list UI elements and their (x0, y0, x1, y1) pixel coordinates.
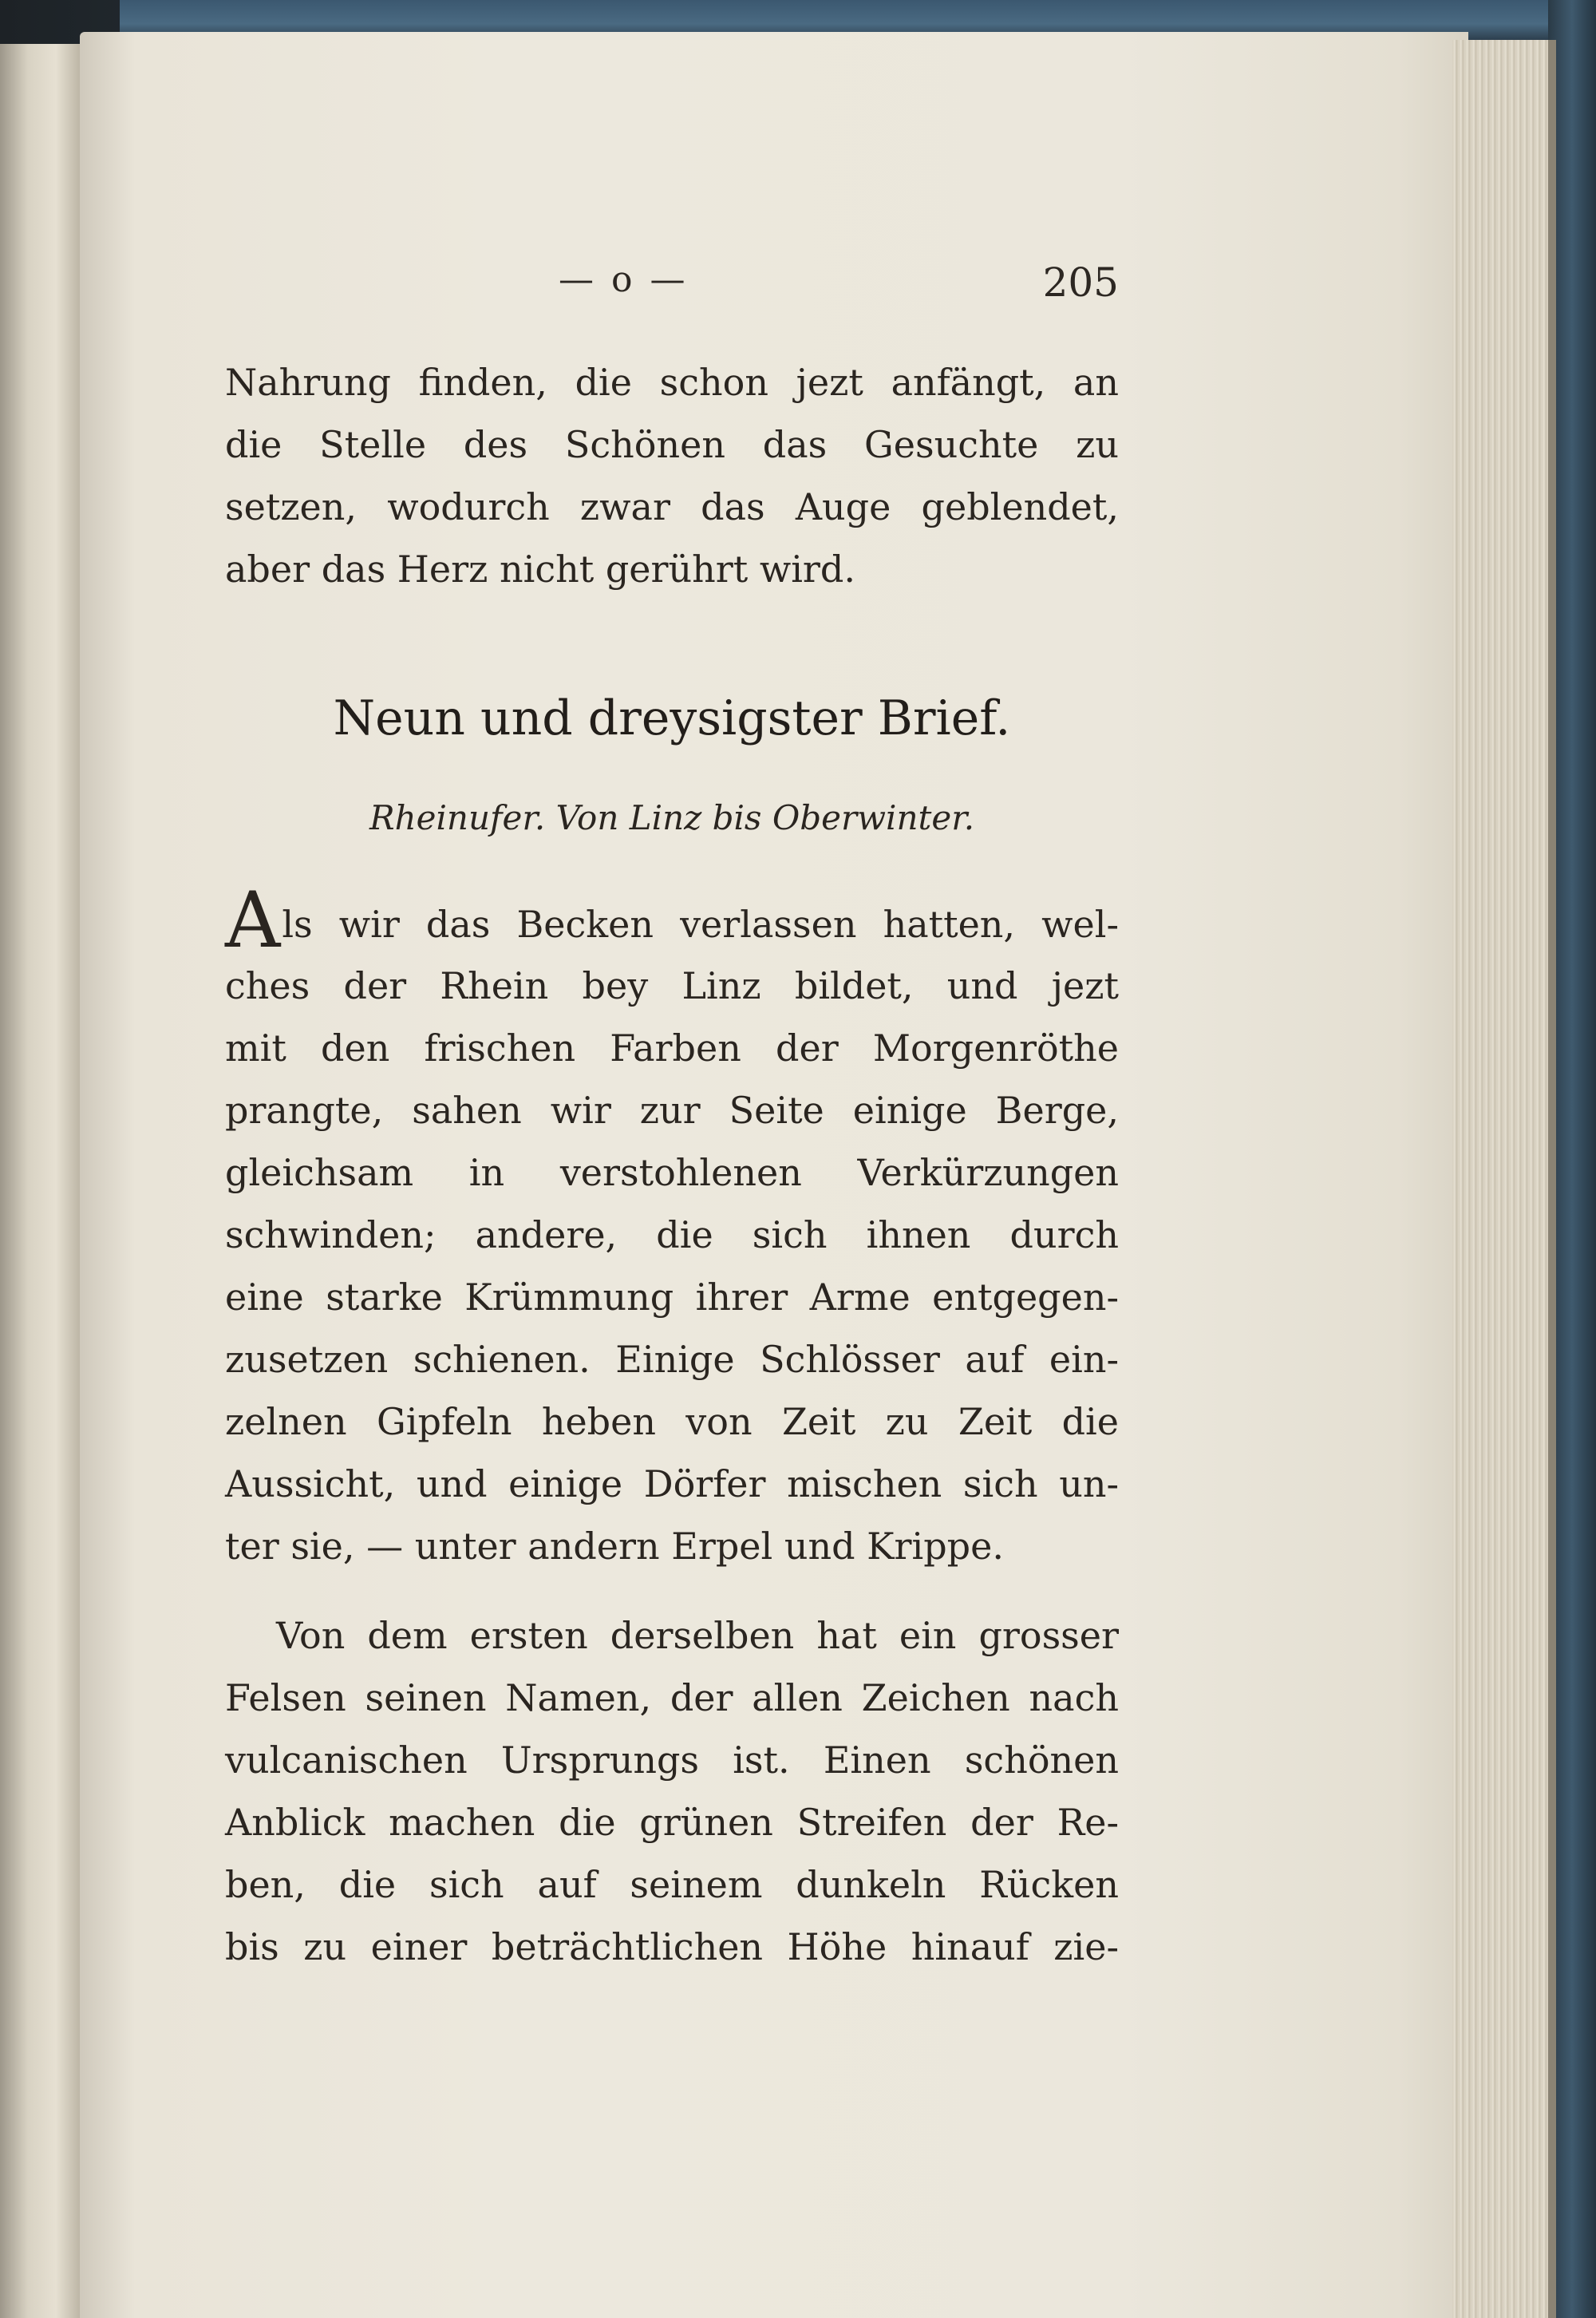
text-line: Von dem ersten derselben hat ein grosser (276, 1614, 1119, 1657)
text-line (225, 876, 1119, 965)
facing-page-edge (0, 44, 80, 2318)
paragraph-1 (225, 876, 1119, 1577)
letter-title: Neun und dreysigster Brief. (333, 690, 1011, 746)
page-stack-shadow (1548, 40, 1556, 2318)
text-line: die Stelle des Schönen das Gesuchte zu (225, 423, 1119, 466)
text-line: Felsen seinen Namen, der allen Zeichen nach (225, 1676, 1119, 1719)
text-line: schwinden; andere, die sich ihnen durch (225, 1213, 1119, 1256)
text-line: Nahrung finden, die schon jezt anfängt, an (225, 361, 1119, 404)
text-line: ches der Rhein bey Linz bildet, und jezt (225, 964, 1119, 1007)
text-line: aber das Herz nicht gerührt wird. (225, 548, 855, 591)
text-line: vulcanischen Ursprungs ist. Einen schönen (225, 1738, 1119, 1782)
text-line: Anblick machen die grünen Streifen der Re- (225, 1801, 1119, 1844)
page-fore-edge (1452, 40, 1548, 2318)
page-header (225, 259, 1119, 315)
text-line: bis zu einer beträchtlichen Höhe hinauf zie- (225, 1925, 1119, 1968)
text-line: eine starke Krümmung ihrer Arme entgegen- (225, 1276, 1119, 1319)
page-number: 205 (1042, 259, 1119, 306)
text-line: Aussicht, und einige Dörfer mischen sich un- (225, 1462, 1119, 1505)
running-head-ornament: — o — (559, 259, 689, 300)
text-line-rest: ls wir das Becken verlassen hatten, wel- (282, 903, 1119, 946)
text-line: mit den frischen Farben der Morgenröthe (225, 1026, 1119, 1070)
letter-subtitle: Rheinufer. Von Linz bis Oberwinter. (369, 798, 975, 837)
text-line: ben, die sich auf seinem dunkeln Rücken (225, 1863, 1119, 1906)
text-line: prangte, sahen wir zur Seite einige Berge, (225, 1089, 1119, 1132)
paragraph-2 (225, 1604, 1119, 1978)
text-line: gleichsam in verstohlenen Verkürzungen (225, 1151, 1119, 1194)
text-line: zusetzen schienen. Einige Schlösser auf ein- (225, 1338, 1119, 1381)
drop-cap: A (225, 876, 281, 965)
text-line: setzen, wodurch zwar das Auge geblendet, (225, 485, 1119, 528)
continuation-paragraph (225, 351, 1119, 600)
text-line: zelnen Gipfeln heben von Zeit zu Zeit die (225, 1400, 1119, 1443)
text-line: ter sie, — unter andern Erpel und Krippe. (225, 1525, 1004, 1568)
